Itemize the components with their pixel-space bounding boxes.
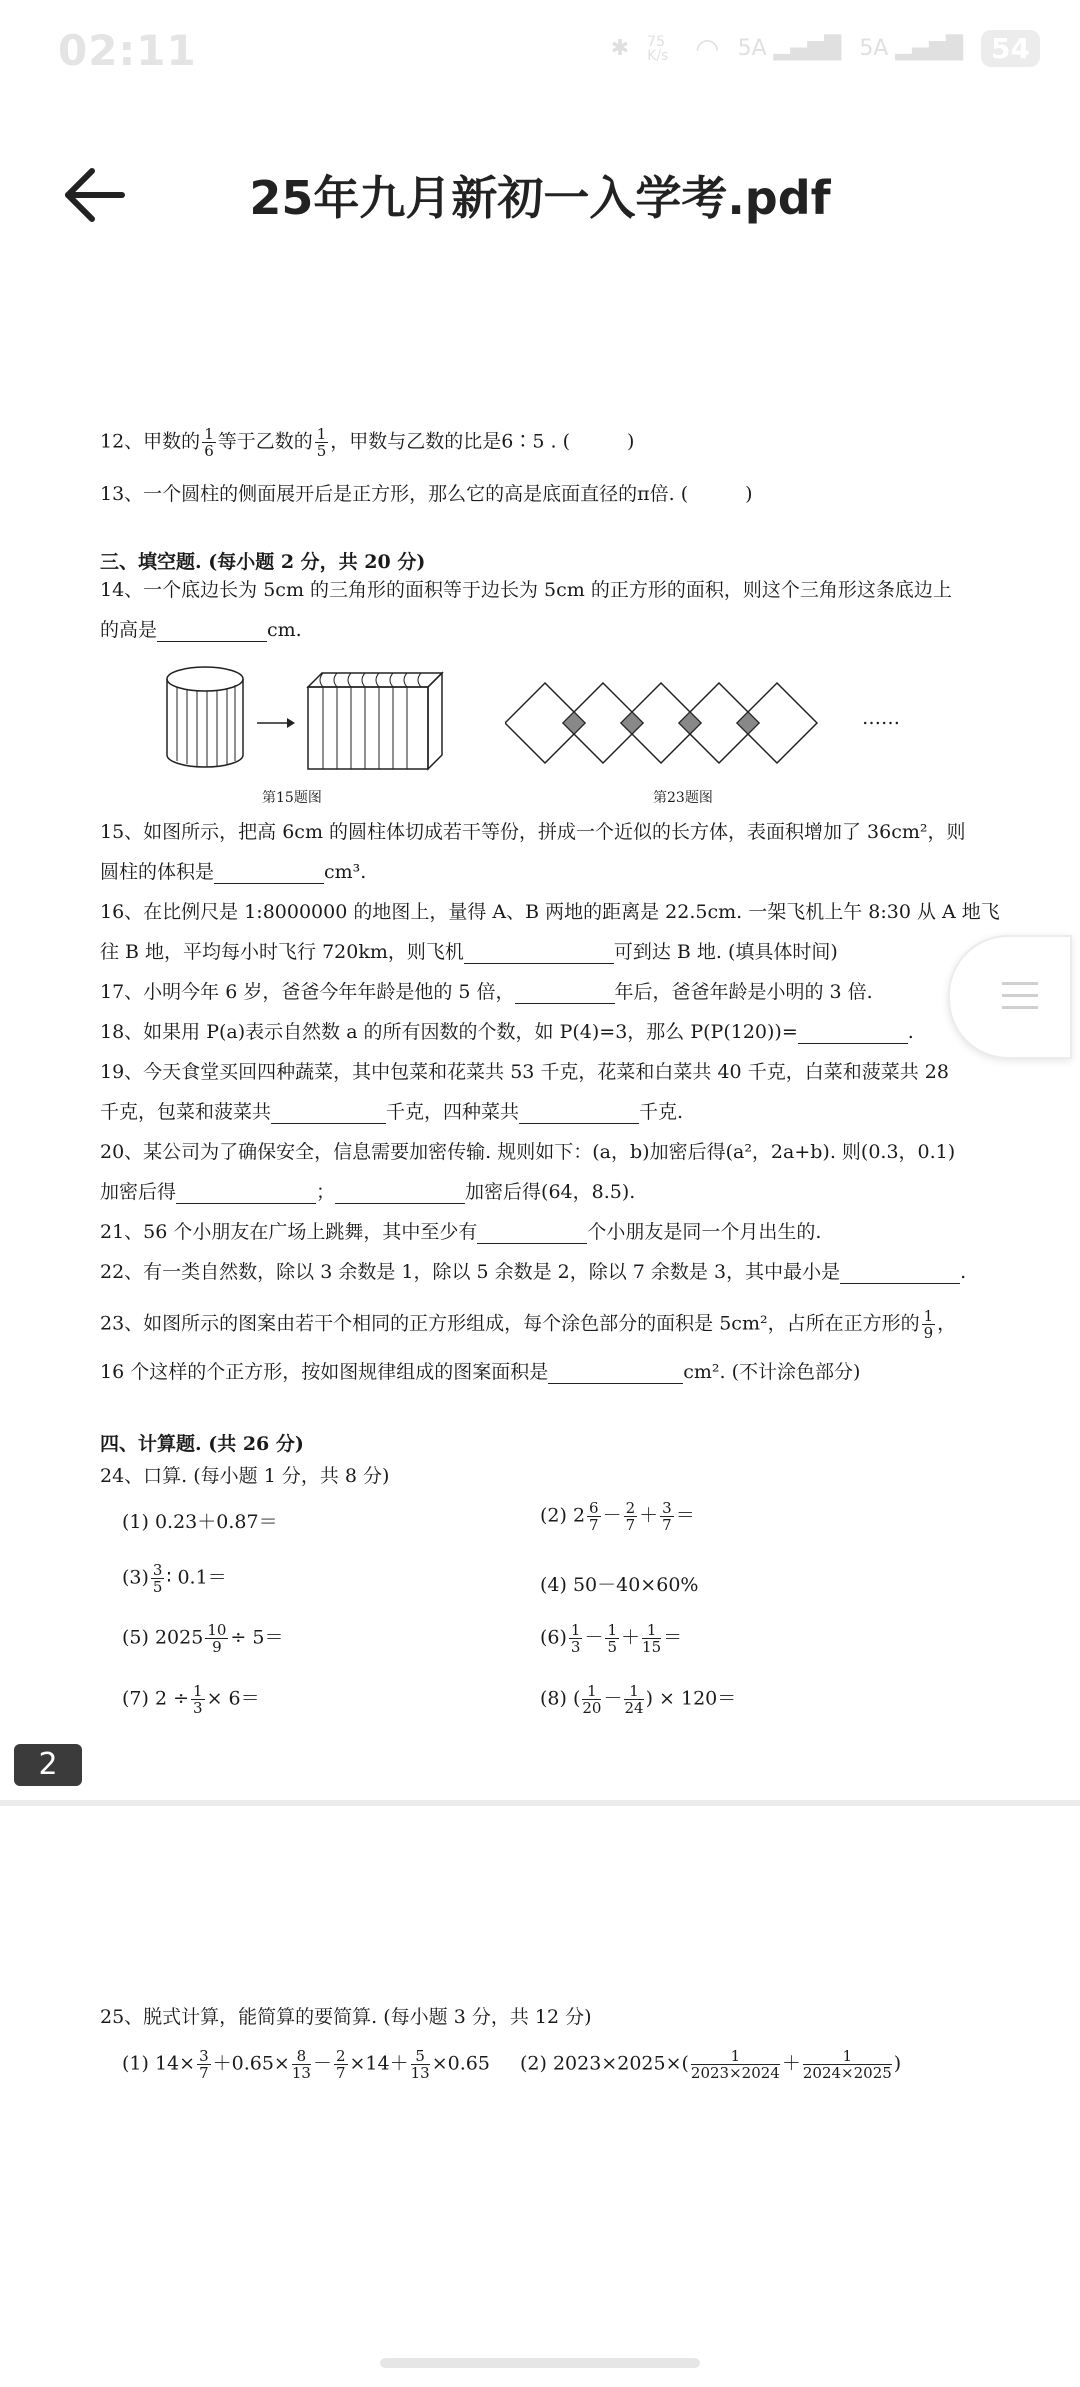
fraction [605, 1622, 619, 1655]
q20-text-b: ； [316, 1181, 336, 1203]
answer-blank[interactable] [271, 1105, 386, 1124]
denominator: 20 [582, 1699, 602, 1717]
numerator: 1 [803, 2048, 892, 2065]
calc-6: (6) $\frac{1}{3}$ － $\frac{1}{5}$ ＋ $\frac{1}{15}$ ＝ [540, 1621, 683, 1656]
q23-text-b: 16 个这样的个正方形，按如图规律组成的图案面积是 [100, 1361, 549, 1383]
question-18 [100, 1020, 914, 1044]
q21-text-b: 个小朋友是同一个月出生的. [587, 1221, 822, 1243]
question-21 [100, 1220, 821, 1244]
q16-text-b: 可到达 B 地. (填具体时间) [613, 941, 838, 963]
answer-blank[interactable] [548, 1365, 683, 1384]
q21-text-a: 21、56 个小朋友在广场上跳舞，其中至少有 [100, 1221, 478, 1243]
q19-text-b: 千克，四种菜共 [386, 1101, 520, 1123]
denominator: 5 [607, 1638, 618, 1656]
answer-blank[interactable] [335, 1185, 465, 1204]
answer-blank[interactable] [840, 1265, 960, 1284]
denominator: 5 [316, 442, 327, 460]
c25-2-text-c: ) [893, 2052, 902, 2075]
q23-tail: ， [937, 1312, 957, 1335]
battery-indicator: 54 [981, 30, 1040, 67]
answer-blank[interactable] [477, 1225, 587, 1244]
q12-text-c: ，甲数与乙数的比是6∶5 . ( ) [330, 430, 635, 453]
calc-25-2 [520, 2048, 901, 2081]
handle-line [1002, 1006, 1038, 1009]
fraction [202, 426, 216, 459]
question-19-line1: 19、今天食堂买回四种蔬菜，其中包菜和花菜共 53 千克，花菜和白菜共 40 千克，白菜和菠菜共 28 [100, 1061, 949, 1083]
calc-7-text: (7) 2 ÷ [122, 1687, 190, 1710]
numerator: 2 [625, 1499, 636, 1517]
handle-line [1002, 982, 1038, 985]
calc-25-1 [122, 2048, 490, 2081]
denominator: 7 [335, 2064, 346, 2082]
denominator: 3 [570, 1638, 581, 1656]
section-4-heading: 四、计算题. (共 26 分) [100, 1433, 304, 1455]
signal-1: 5A ▂▄▆█ [737, 36, 842, 61]
calc-7 [122, 1683, 260, 1716]
c25-1-text-e: ×0.65 [431, 2052, 490, 2075]
fraction [642, 1622, 661, 1655]
question-17 [100, 980, 873, 1004]
numerator: 1 [570, 1621, 581, 1639]
numerator: 1 [923, 1307, 934, 1325]
denominator: 7 [662, 1516, 672, 1534]
denominator: 13 [291, 2064, 311, 2082]
wifi-icon: ◠ [695, 32, 720, 65]
denominator: 3 [193, 1699, 203, 1717]
q23-text-c: cm². (不计涂色部分) [683, 1361, 861, 1383]
fraction [587, 1500, 601, 1533]
handle-line [1002, 994, 1038, 997]
question-16-line1: 16、在比例尺是 1:8000000 的地图上，量得 A、B 两地的距离是 22.5cm. 一架飞机上午 8:30 从 A 地飞 [100, 901, 1000, 923]
fraction [582, 1683, 601, 1716]
question-23-line2 [100, 1360, 860, 1384]
question-16-line2 [100, 940, 838, 964]
question-20-line2 [100, 1180, 635, 1204]
figure-23-dots: …… [862, 707, 900, 729]
answer-blank[interactable] [515, 985, 615, 1004]
question-23-line1 [100, 1308, 956, 1341]
question-25: 25、脱式计算，能简算的要简算. (每小题 3 分，共 12 分) [100, 2006, 592, 2028]
denominator: 9 [212, 1638, 222, 1656]
denominator: 24 [624, 1699, 644, 1717]
denominator: 2024×2025 [802, 2064, 892, 2082]
q16-text-a: 往 B 地，平均每小时飞行 720km，则飞机 [100, 941, 464, 963]
denominator: 2023×2024 [690, 2064, 780, 2082]
network-speed: 75 K/s [647, 33, 669, 64]
c25-1-text-d: ×14＋ [349, 2052, 409, 2075]
denominator: 7 [199, 2064, 209, 2082]
numerator: 6 [589, 1499, 599, 1517]
home-indicator[interactable] [380, 2358, 700, 2368]
denominator: 15 [642, 1638, 662, 1656]
fraction [411, 2048, 430, 2081]
question-14-line2 [100, 618, 302, 642]
question-24: 24、口算. (每小题 1 分，共 8 分) [100, 1465, 390, 1487]
answer-blank[interactable] [798, 1025, 908, 1044]
fast-scroll-handle[interactable] [948, 935, 1072, 1059]
answer-blank[interactable] [464, 945, 614, 964]
question-15-line2 [100, 860, 366, 884]
status-icons [611, 30, 1040, 67]
denominator: 13 [410, 2064, 430, 2082]
fraction [151, 1562, 165, 1595]
figure-15-caption: 第15题图 [262, 790, 322, 806]
question-13: 13、一个圆柱的侧面展开后是正方形，那么它的高是底面直径的π倍. ( ) [100, 483, 753, 505]
fraction [691, 2048, 780, 2081]
q20-text-a: 加密后得 [100, 1181, 177, 1203]
q17-text-a: 17、小明今年 6 岁，爸爸今年年龄是他的 5 倍， [100, 981, 515, 1003]
question-22 [100, 1260, 966, 1284]
q22-text-b: . [960, 1261, 967, 1283]
q18-text-b: . [907, 1021, 914, 1043]
calc-3 [122, 1562, 227, 1595]
figure-15 [165, 665, 455, 775]
numerator: 3 [662, 1499, 672, 1517]
numerator: 8 [292, 2048, 311, 2065]
calc-2: (2) 2 $\frac{6}{7}$ － $\frac{2}{7}$ ＋ $\frac{3}{7}$ ＝ [540, 1499, 695, 1534]
calc-5-tail: ÷ 5＝ [230, 1626, 284, 1649]
fraction [334, 2048, 348, 2081]
answer-blank[interactable] [214, 865, 324, 884]
q12-text-a: 12、甲数的 [100, 430, 201, 453]
signal-1-label: 5A [737, 36, 767, 61]
calc-5-text: (5) 2025 [122, 1626, 204, 1649]
numerator: 3 [152, 1561, 163, 1579]
numerator: 1 [316, 425, 327, 443]
calc-4: (4) 50－40×60% [540, 1574, 699, 1596]
fraction [803, 2048, 892, 2081]
numerator: 1 [582, 1683, 601, 1700]
question-20-line1: 20、某公司为了确保安全，信息需要加密传输. 规则如下：(a，b)加密后得(a²，2a+b). 则(0.3，0.1) [100, 1141, 956, 1163]
numerator: 1 [193, 1682, 203, 1700]
app-bar [0, 140, 1080, 250]
page-separator [0, 1800, 1080, 1806]
denominator: 7 [625, 1516, 636, 1534]
document-title: 25年九月新初一入学考.pdf [249, 171, 831, 225]
pdf-page[interactable] [0, 260, 1080, 1800]
numerator: 1 [624, 1683, 643, 1700]
fraction [197, 2048, 211, 2081]
numerator: 1 [204, 425, 214, 443]
calc-6-text: (6) [540, 1626, 567, 1649]
q19-text-a: 千克，包菜和菠菜共 [100, 1101, 272, 1123]
c25-1-text-b: ＋0.65× [212, 2052, 290, 2075]
calc-7-tail: × 6＝ [206, 1687, 260, 1710]
q12-text-b: 等于乙数的 [217, 430, 313, 453]
figure-23 [505, 678, 855, 768]
numerator: 5 [411, 2048, 430, 2065]
signal-2-label: 5A [859, 36, 889, 61]
denominator: 6 [204, 442, 214, 460]
answer-blank[interactable] [519, 1105, 639, 1124]
status-time: 02:11 [58, 26, 197, 75]
numerator: 1 [607, 1621, 618, 1639]
fraction [660, 1500, 674, 1533]
fraction [315, 426, 329, 459]
q15-text-a: 圆柱的体积是 [100, 861, 215, 883]
calc-3-text: (3) [122, 1566, 149, 1589]
q14-text-a: 的高是 [100, 619, 158, 641]
fraction [569, 1622, 583, 1655]
fraction [624, 1500, 638, 1533]
fraction [922, 1308, 936, 1341]
q14-text-b: cm. [267, 619, 302, 641]
question-12 [100, 426, 634, 459]
calc-3-tail: ∶ 0.1＝ [166, 1566, 227, 1589]
section-3-heading: 三、填空题. (每小题 2 分，共 20 分) [100, 551, 426, 573]
c25-1-text-a: (1) 14× [122, 2052, 196, 2075]
figure-23-caption: 第23题图 [653, 790, 713, 806]
answer-blank[interactable] [157, 623, 267, 642]
denominator: 5 [152, 1578, 163, 1596]
fraction [292, 2048, 311, 2081]
c25-2-text-b: ＋ [781, 2052, 801, 2075]
fraction [191, 1683, 205, 1716]
calc-8-text: (8) ( [540, 1687, 581, 1710]
bluetooth-icon: ✱ [610, 36, 630, 61]
q19-text-c: 千克. [639, 1101, 684, 1123]
q22-text-a: 22、有一类自然数，除以 3 余数是 1，除以 5 余数是 2，除以 7 余数是 3，其中最小是 [100, 1261, 841, 1283]
calc-8-tail: ) × 120＝ [645, 1687, 737, 1710]
q17-text-b: 年后，爸爸年龄是小明的 3 倍. [614, 981, 873, 1003]
q18-text-a: 18、如果用 P(a)表示自然数 a 的所有因数的个数，如 P(4)=3，那么 P(P(120))= [100, 1021, 798, 1043]
fraction [624, 1683, 643, 1716]
fraction [205, 1622, 228, 1655]
question-14-line1: 14、一个底边长为 5cm 的三角形的面积等于边长为 5cm 的正方形的面积，则这个三角形这条底边上 [100, 579, 952, 601]
c25-1-text-c: － [312, 2052, 332, 2075]
denominator: 9 [923, 1324, 934, 1342]
numerator: 1 [642, 1622, 661, 1639]
signal-2: 5A ▂▄▆█ [859, 36, 964, 61]
calc-8: (8) ( $\frac{1}{20}$ － $\frac{1}{24}$ ) × 120＝ [540, 1682, 737, 1717]
question-19-line2 [100, 1100, 683, 1124]
page-number-badge: 2 [14, 1744, 82, 1786]
c25-2-text-a: (2) 2023×2025×( [520, 2052, 689, 2075]
calc-5 [122, 1622, 283, 1655]
numerator: 10 [207, 1621, 227, 1639]
calc-1: (1) 0.23＋0.87＝ [122, 1511, 278, 1533]
numerator: 2 [335, 2047, 346, 2065]
status-bar [0, 0, 1080, 100]
q23-text-a: 23、如图所示的图案由若干个相同的正方形组成，每个涂色部分的面积是 5cm²，占所在正方形的 [100, 1312, 920, 1335]
answer-blank[interactable] [176, 1185, 316, 1204]
denominator: 7 [589, 1516, 599, 1534]
q20-text-c: 加密后得(64，8.5). [465, 1181, 636, 1203]
q15-text-b: cm³. [324, 861, 367, 883]
calc-2-text: (2) 2 [540, 1504, 586, 1527]
numerator: 3 [199, 2047, 209, 2065]
question-15-line1: 15、如图所示，把高 6cm 的圆柱体切成若干等份，拼成一个近似的长方体，表面积增加了 36cm²，则 [100, 821, 966, 843]
numerator: 1 [691, 2048, 780, 2065]
